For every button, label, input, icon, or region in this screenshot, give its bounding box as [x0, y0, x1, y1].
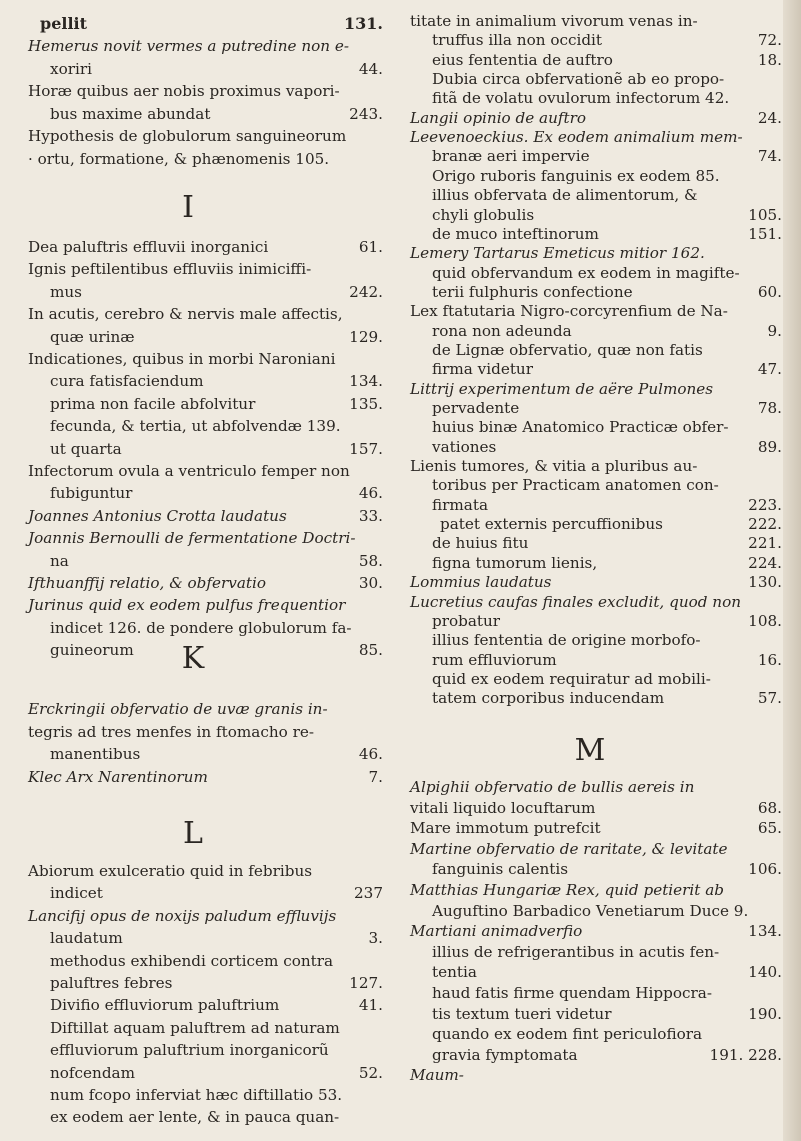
index-entry — [410, 1046, 782, 1064]
entry-text: tatem corporibus inducendam — [432, 689, 665, 708]
entry-text: bus maxime abundat — [50, 104, 211, 123]
entry-page-number: 3. — [368, 929, 383, 948]
index-entry — [410, 380, 782, 398]
entry-text: Leevenoeckius. Ex eodem animalium mem- — [410, 128, 743, 147]
index-entry — [410, 902, 782, 920]
entry-text: Martine obfervatio de raritate, & levitate — [410, 839, 728, 858]
index-entry — [410, 612, 782, 630]
entry-text: Erckringii obfervatio de uvæ granis in- — [28, 700, 328, 718]
index-entry — [410, 573, 782, 591]
entry-page-number: 7. — [368, 767, 383, 786]
entry-text: Matthias Hungariæ Rex, quid petierit ab — [410, 881, 724, 899]
entry-text: Hemerus novit vermes a putredine non e- — [28, 37, 349, 55]
entry-text: fubiguntur — [50, 484, 133, 503]
entry-page-number: 191. 228. — [709, 1045, 782, 1064]
entry-text: terii fulphuris confectione — [432, 282, 633, 301]
entry-page-number: 105. — [748, 205, 782, 224]
index-entry — [28, 328, 383, 346]
index-entry — [28, 929, 383, 947]
index-entry — [28, 484, 383, 502]
index-entry — [28, 350, 383, 368]
entry-page-number: 222. — [748, 515, 782, 534]
index-entry — [28, 105, 383, 123]
index-entry — [410, 322, 782, 340]
entry-page-number: 46. — [358, 484, 383, 503]
entry-page-number: 85. — [358, 641, 383, 660]
index-entry — [28, 462, 383, 480]
entry-text: truffus illa non occidit — [432, 31, 603, 50]
entry-text: firma videtur — [432, 360, 533, 379]
entry-page-number: 9. — [767, 321, 782, 340]
entry-text: quæ urinæ — [50, 327, 135, 346]
entry-text: laudatum — [50, 929, 123, 948]
entry-text: num fcopo inferviat hæc diftillatio 53. — [50, 1086, 343, 1104]
index-entry — [410, 1005, 782, 1023]
section-letter-k: K — [181, 641, 205, 676]
index-entry — [28, 884, 383, 902]
index-entry — [410, 360, 782, 378]
entry-page-number: 47. — [757, 360, 782, 379]
index-entry — [410, 1066, 782, 1084]
index-entry — [410, 593, 782, 611]
entry-text: Origo ruboris fanguinis ex eodem 85. — [432, 166, 720, 185]
index-entry — [410, 651, 782, 669]
entry-text: Joannes Antonius Crotta laudatus — [28, 506, 287, 525]
index-entry — [410, 457, 782, 475]
index-entry — [28, 768, 383, 786]
entry-text: Lancifij opus de noxijs paludum effluvijs — [28, 906, 337, 925]
entry-text: Lucretius caufas finales excludit, quod non — [410, 592, 741, 611]
index-entry — [28, 996, 383, 1014]
entry-text: Klec Arx Narentinorum — [28, 767, 208, 786]
entry-text: mus — [50, 282, 82, 301]
entry-text: Dea paluftris effluvii inorganici — [28, 238, 269, 256]
entry-text: Jurinus quid ex eodem pulfus frequentior — [28, 596, 346, 615]
section-letter-i: I — [182, 190, 194, 225]
index-entry — [28, 974, 383, 992]
index-entry — [410, 631, 782, 649]
entry-page-number: 135. — [349, 394, 383, 413]
index-entry — [410, 51, 782, 69]
index-entry — [410, 206, 782, 224]
entry-text: methodus exhibendi corticem contra — [50, 951, 334, 970]
entry-page-number: 61. — [358, 238, 383, 256]
index-entry — [410, 31, 782, 49]
index-entry — [28, 283, 383, 301]
entry-text: pervadente — [432, 399, 520, 417]
entry-page-number: 68. — [757, 798, 782, 817]
index-entry — [410, 70, 782, 88]
index-entry — [28, 619, 383, 637]
entry-page-number: 89. — [757, 437, 782, 456]
index-entry — [28, 1041, 383, 1059]
index-entry — [410, 515, 782, 533]
entry-text: illius fententia de origine morbofo- — [432, 631, 701, 650]
entry-text: eius fententia de auftro — [432, 50, 613, 69]
entry-text: de Lignæ obfervatio, quæ non fatis — [432, 340, 703, 359]
section-letter-l: L — [183, 816, 203, 851]
entry-text: xoriri — [50, 59, 92, 78]
entry-text: fitã de volatu ovulorum infectorum 42. — [432, 89, 730, 108]
entry-text: ex eodem aer lente, & in pauca quan- — [50, 1108, 340, 1127]
index-entry — [410, 167, 782, 185]
index-entry — [28, 1086, 383, 1104]
entry-text: manentibus — [50, 745, 141, 763]
entry-page-number: 16. — [757, 650, 782, 669]
entry-text: probatur — [432, 611, 501, 630]
entry-text: vitali liquido locuftarum — [410, 798, 596, 817]
index-entry — [410, 399, 782, 417]
entry-text: Lommius laudatus — [410, 573, 552, 592]
entry-text: paluftres febres — [50, 974, 173, 992]
entry-text: Diftillat aquam paluftrem ad naturam — [50, 1018, 340, 1037]
entry-page-number: 237 — [354, 884, 383, 903]
index-entry — [410, 225, 782, 243]
index-entry — [410, 341, 782, 359]
index-entry — [28, 529, 383, 547]
index-entry — [410, 670, 782, 688]
entry-text: nofcendam — [50, 1063, 135, 1082]
index-entry — [28, 37, 383, 55]
entry-text: toribus per Practicam anatomen con- — [432, 476, 719, 495]
index-entry — [410, 554, 782, 572]
entry-text: gravia fymptomata — [432, 1045, 578, 1064]
index-entry — [410, 534, 782, 552]
index-entry — [410, 778, 782, 796]
entry-page-number: 52. — [358, 1063, 383, 1082]
entry-page-number: 243. — [349, 104, 383, 123]
index-entry — [28, 507, 383, 525]
index-entry — [410, 302, 782, 320]
entry-page-number: 190. — [748, 1004, 782, 1023]
entry-text: haud fatis firme quendam Hippocra- — [432, 984, 712, 1002]
index-entry — [410, 147, 782, 165]
entry-page-number: 129. — [349, 327, 383, 346]
index-entry — [410, 963, 782, 981]
entry-text: illius obfervata de alimentorum, & — [432, 186, 698, 205]
entry-text: indicet 126. de pondere globulorum fa- — [50, 618, 352, 637]
entry-page-number: 108. — [748, 611, 782, 630]
index-entry — [28, 862, 383, 880]
entry-page-number: 127. — [349, 974, 383, 992]
index-entry — [28, 574, 383, 592]
entry-text: titate in animalium vivorum venas in- — [410, 12, 698, 30]
index-entry — [28, 150, 383, 168]
entry-text: rum effluviorum — [432, 650, 557, 669]
entry-text: tis textum tueri videtur — [432, 1004, 612, 1023]
index-entry — [28, 1019, 383, 1037]
index-entry — [28, 417, 383, 435]
index-entry — [410, 418, 782, 436]
entry-page-number: 46. — [358, 745, 383, 763]
entry-text: vationes — [432, 437, 497, 456]
entry-text: branæ aeri impervie — [432, 147, 590, 166]
index-entry — [410, 476, 782, 494]
entry-text: Joannis Bernoulli de fermentatione Doctri- — [28, 529, 356, 548]
entry-page-number: 41. — [358, 996, 383, 1015]
entry-text: tentia — [432, 963, 477, 982]
entry-text: illius de refrigerantibus in acutis fen- — [432, 942, 720, 961]
index-entry — [28, 596, 383, 614]
index-entry — [410, 689, 782, 707]
index-entry — [28, 60, 383, 78]
index-entry — [410, 283, 782, 301]
index-entry — [410, 186, 782, 204]
entry-text: patet externis percuffionibus — [440, 515, 663, 534]
index-entry — [28, 1108, 383, 1126]
entry-page-number: 33. — [358, 506, 383, 525]
entry-text: Divifio effluviorum paluftrium — [50, 996, 280, 1015]
entry-page-number: 74. — [757, 147, 782, 166]
entry-text: rona non adeunda — [432, 321, 572, 340]
entry-text: In acutis, cerebro & nervis male affectis, — [28, 305, 343, 324]
index-entry — [28, 238, 383, 256]
index-entry — [28, 723, 383, 741]
entry-text: quid obfervandum ex eodem in magifte- — [432, 263, 740, 282]
index-entry — [410, 438, 782, 456]
index-entry — [410, 881, 782, 899]
entry-text: Horæ quibus aer nobis proximus vapori- — [28, 82, 340, 100]
index-entry — [28, 395, 383, 413]
entry-page-number: 24. — [757, 108, 782, 127]
index-entry — [28, 305, 383, 323]
entry-page-number: 134. — [349, 372, 383, 391]
section-letter-m: M — [574, 733, 606, 768]
entry-text: huius binæ Anatomico Practicæ obfer- — [432, 418, 729, 437]
entry-page-number: 140. — [748, 963, 782, 982]
entry-text: effluviorum paluftrium inorganicorũ — [50, 1041, 329, 1060]
entry-text: Lienis tumores, & vitia a pluribus au- — [410, 457, 698, 476]
entry-text: Martiani animadverfio — [410, 922, 583, 941]
index-entry — [410, 840, 782, 858]
index-entry — [28, 952, 383, 970]
entry-page-number: 106. — [748, 860, 782, 879]
entry-text: Dubia circa obfervationẽ ab eo propo- — [432, 70, 725, 89]
index-entry — [28, 82, 383, 100]
entry-page-number: 78. — [757, 399, 782, 417]
entry-page-number: 18. — [757, 50, 782, 69]
entry-page-number: 30. — [358, 574, 383, 592]
page-edge — [783, 0, 801, 1141]
index-entry — [410, 1025, 782, 1043]
index-entry — [410, 984, 782, 1002]
entry-text: na — [50, 551, 69, 570]
entry-text: Indicationes, quibus in morbi Naroniani — [28, 350, 336, 368]
entry-text: Maum- — [410, 1066, 464, 1085]
entry-text: guineorum — [50, 641, 134, 660]
index-entry — [410, 799, 782, 817]
index-entry — [28, 745, 383, 763]
entry-text: Alpighii obfervatio de bullis aereis in — [410, 778, 695, 796]
entry-text: figna tumorum lienis, — [432, 553, 598, 572]
entry-text: firmata — [432, 495, 489, 514]
entry-text: ut quarta — [50, 439, 122, 458]
index-entry — [28, 127, 383, 145]
index-entry — [28, 372, 383, 390]
entry-text: Mare immotum putrefcit — [410, 819, 601, 838]
index-entry — [410, 128, 782, 146]
entry-text: prima non facile abfolvitur — [50, 394, 256, 413]
entry-text: Ignis peftilentibus effluviis inimiciffi- — [28, 260, 312, 279]
entry-page-number: 134. — [748, 922, 782, 941]
entry-page-number: 57. — [757, 689, 782, 708]
index-entry — [28, 440, 383, 458]
entry-text: Ifthuanffij relatio, & obfervatio — [28, 574, 267, 592]
index-entry — [410, 860, 782, 878]
running-head: pellit — [40, 14, 87, 33]
index-entry — [410, 12, 782, 30]
index-entry — [410, 264, 782, 282]
index-entry — [410, 922, 782, 940]
index-entry — [410, 89, 782, 107]
entry-page-number: 130. — [748, 573, 782, 592]
index-entry — [28, 1064, 383, 1082]
entry-text: Langii opinio de auftro — [410, 108, 587, 127]
entry-page-number: 157. — [349, 439, 383, 458]
index-entry — [28, 907, 383, 925]
index-entry — [28, 700, 383, 718]
entry-text: de muco inteftinorum — [432, 224, 599, 243]
index-entry — [410, 109, 782, 127]
entry-page-number: 58. — [358, 551, 383, 570]
entry-text: Infectorum ovula a ventriculo femper non — [28, 462, 350, 480]
entry-text: tegris ad tres menfes in ftomacho re- — [28, 722, 314, 741]
entry-text: quid ex eodem requiratur ad mobili- — [432, 669, 711, 688]
index-entry — [410, 819, 782, 837]
entry-text: Auguftino Barbadico Venetiarum Duce 9. — [432, 901, 749, 920]
index-entry — [410, 943, 782, 961]
entry-page-number: 221. — [748, 534, 782, 553]
entry-page-number: 242. — [349, 282, 383, 301]
entry-text: cura fatisfaciendum — [50, 372, 204, 391]
entry-text: chyli globulis — [432, 205, 535, 224]
entry-page-number: 151. — [748, 224, 782, 243]
entry-page-number: 44. — [358, 59, 383, 78]
entry-page-number: 72. — [757, 31, 782, 50]
entry-text: Lex ftatutaria Nigro-corcyrenfium de Na- — [410, 302, 728, 321]
entry-page-number: 60. — [757, 282, 782, 301]
index-entry — [28, 552, 383, 570]
entry-text: fecunda, & tertia, ut abfolvendæ 139. — [50, 417, 341, 436]
index-entry — [410, 496, 782, 514]
entry-text: Hypothesis de globulorum sanguineorum — [28, 127, 347, 145]
entry-page-number: 65. — [757, 819, 782, 838]
index-entry — [28, 260, 383, 278]
entry-page-number: 223. — [748, 495, 782, 514]
page-reference: 131. — [344, 14, 383, 33]
entry-page-number: 224. — [748, 553, 782, 572]
entry-text: Abiorum exulceratio quid in febribus — [28, 862, 313, 880]
entry-text: quando ex eodem fint periculofiora — [432, 1025, 703, 1044]
entry-text: · ortu, formatione, & phænomenis 105. — [28, 149, 330, 168]
entry-text: Lemery Tartarus Emeticus mitior 162. — [410, 244, 705, 263]
entry-text: fanguinis calentis — [432, 860, 569, 879]
entry-text: indicet — [50, 884, 103, 903]
index-entry — [410, 244, 782, 262]
entry-text: Littrij experimentum de aëre Pulmones — [410, 379, 714, 398]
entry-text: de huius fitu — [432, 534, 529, 553]
